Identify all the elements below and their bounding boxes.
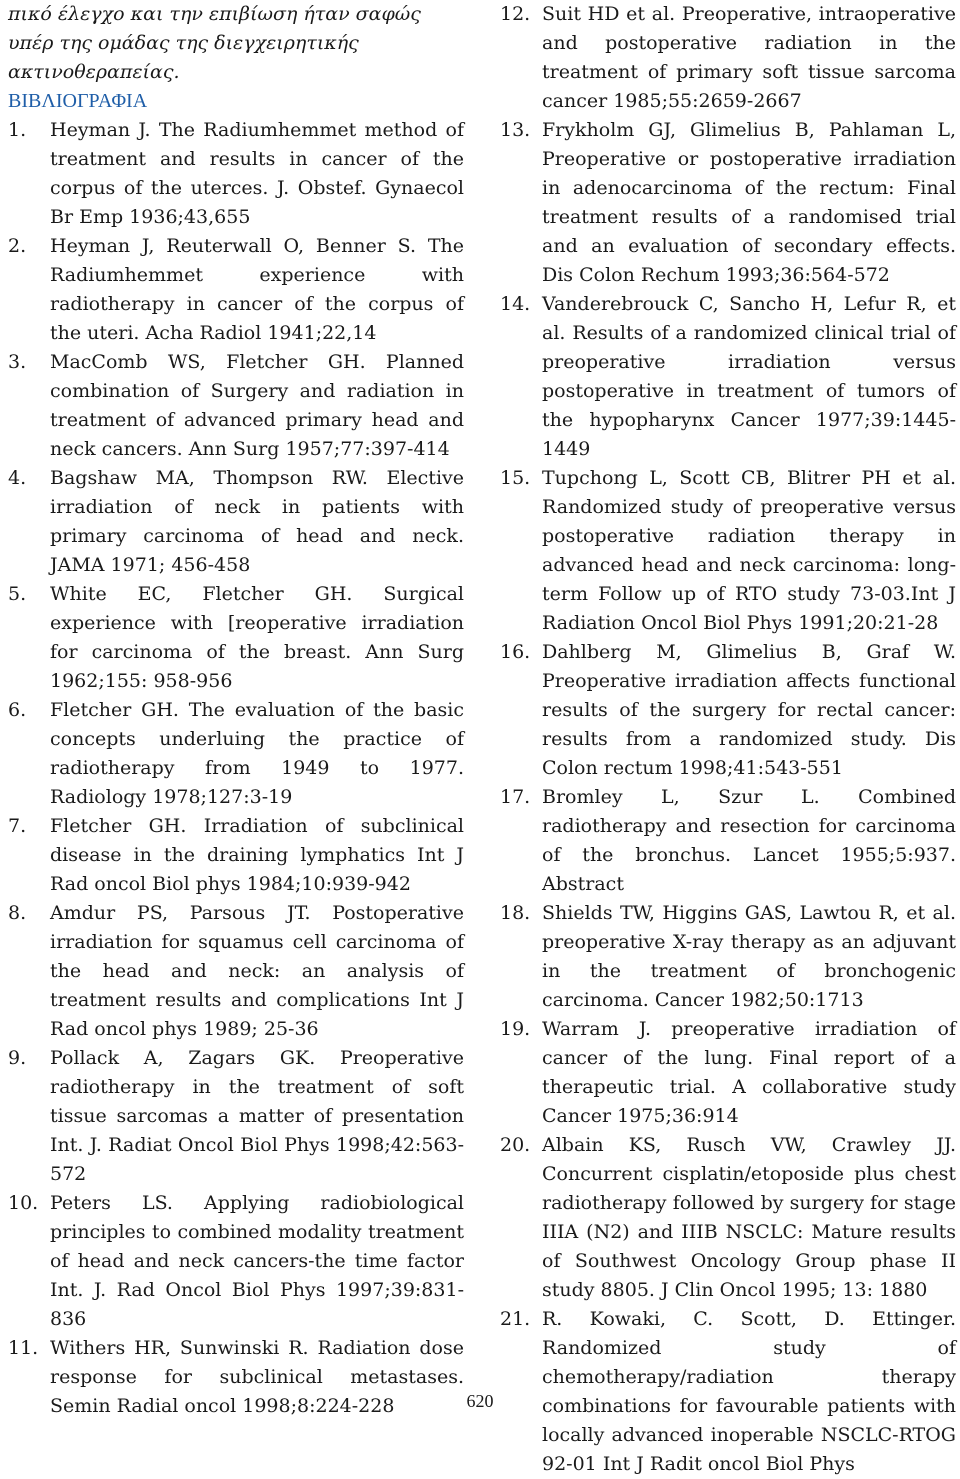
reference-item — [8, 348, 464, 464]
reference-text: Albain KS, Rusch VW, Crawley JJ. Concurrent cisplatin/etoposide plus chest radiotherapy followed by surgery for stage IIIA (N2) and IIIB NSCLC: Mature results of Southwest Oncology Group phase II study 8805. J Clin Oncol 1995; 13: 1880 — [542, 1134, 956, 1301]
reference-list-right — [500, 0, 956, 1479]
reference-item — [8, 232, 464, 348]
reference-item — [8, 464, 464, 580]
reference-text: Heyman J. The Radiumhemmet method of treatment and results in cancer of the corpus of the uterces. J. Obstef. Gynaecol Br Emp 1936;43,655 — [50, 119, 464, 228]
reference-text: Dahlberg M, Glimelius B, Graf W. Preoperative irradiation affects functional results of the surgery for rectal cancer: results from a randomized study. Dis Colon rectum 1998;41:543-551 — [542, 641, 956, 779]
reference-text: Amdur PS, Parsous JT. Postoperative irradiation for squamus cell carcinoma of the head and neck: an analysis of treatment results and complications Int J Rad oncol phys 1989; 25-36 — [50, 902, 464, 1040]
reference-text: Fletcher GH. Irradiation of subclinical disease in the draining lymphatics Int J Rad oncol Biol phys 1984;10:939-942 — [50, 815, 464, 895]
reference-text: Frykholm GJ, Glimelius B, Pahlaman L, Preoperative or postoperative irradiation in adenocarcinoma of the rectum: Final treatment results of a randomised trial and an evaluation of secondary effects. Dis Colon Rechum 1993;36:564-572 — [542, 119, 956, 286]
reference-text: Heyman J, Reuterwall O, Benner S. The Radiumhemmet experience with radiotherapy in cancer of the corpus of the uteri. Acha Radiol 1941;22,14 — [50, 235, 464, 344]
reference-number: 17. — [500, 786, 531, 808]
reference-text: Fletcher GH. The evaluation of the basic concepts underluing the practice of radiotherapy from 1949 to 1977. Radiology 1978;127:3-19 — [50, 699, 464, 808]
reference-text: Pollack A, Zagars GK. Preoperative radiotherapy in the treatment of soft tissue sarcomas a matter of presentation Int. J. Radiat Oncol Biol Phys 1998;42:563-572 — [50, 1047, 464, 1185]
reference-number: 14. — [500, 293, 531, 315]
reference-text: Peters LS. Applying radiobiological principles to combined modality treatment of head and neck cancers-the time factor Int. J. Rad Oncol Biol Phys 1997;39:831-836 — [50, 1192, 464, 1330]
reference-number: 20. — [500, 1134, 531, 1156]
reference-number: 16. — [500, 641, 531, 663]
reference-item — [500, 1131, 956, 1305]
reference-number: 19. — [500, 1018, 531, 1040]
reference-number: 3. — [8, 351, 27, 373]
reference-number: 1. — [8, 119, 27, 141]
reference-number: 2. — [8, 235, 27, 257]
reference-number: 12. — [500, 3, 531, 25]
reference-number: 18. — [500, 902, 531, 924]
reference-item — [8, 1189, 464, 1334]
reference-number: 4. — [8, 467, 27, 489]
right-column — [500, 0, 956, 1479]
reference-number: 15. — [500, 467, 531, 489]
reference-list-left — [8, 116, 464, 1421]
reference-number: 5. — [8, 583, 27, 605]
reference-number: 7. — [8, 815, 27, 837]
reference-text: Bagshaw MA, Thompson RW. Elective irradiation of neck in patients with primary carcinoma of head and neck. JAMA 1971; 456-458 — [50, 467, 464, 576]
reference-text: Warram J. preoperative irradiation of cancer of the lung. Final report of a therapeutic trial. A collaborative study Cancer 1975;36:914 — [542, 1018, 956, 1127]
reference-item — [8, 116, 464, 232]
left-column — [8, 0, 464, 1421]
reference-text: Tupchong L, Scott CB, Blitrer PH et al. Randomized study of preoperative versus postoperative radiation therapy in advanced head and neck carcinoma: long-term Follow up of RTO study 73-03.Int J Radiation Oncol Biol Phys 1991;20:21-28 — [542, 467, 956, 634]
reference-number: 11. — [8, 1337, 39, 1359]
intro-paragraph: πικό έλεγχο και την επιβίωση ήταν σαφώς υπέρ της ομάδας της διεγχειρητικής ακτινοθεραπείας. — [8, 3, 421, 83]
reference-item — [500, 464, 956, 638]
reference-item — [8, 696, 464, 812]
reference-number: 13. — [500, 119, 531, 141]
reference-number: 6. — [8, 699, 27, 721]
reference-text: Withers HR, Sunwinski R. Radiation dose response for subclinical metastases. Semin Radial oncol 1998;8:224-228 — [50, 1337, 464, 1417]
reference-text: Vanderebrouck C, Sancho H, Lefur R, et al. Results of a randomized clinical trial of preoperative irradiation versus postoperative in treatment of tumors of the hypopharynx Cancer 1977;39:1445-1449 — [542, 293, 956, 460]
reference-text: Bromley L, Szur L. Combined radiotherapy and resection for carcinoma of the bronchus. Lancet 1955;5:937. Abstract — [542, 786, 956, 895]
reference-item — [8, 1044, 464, 1189]
reference-item — [500, 1015, 956, 1131]
reference-text: MacComb WS, Fletcher GH. Planned combination of Surgery and radiation in treatment of advanced primary head and neck cancers. Ann Surg 1957;77:397-414 — [50, 351, 464, 460]
reference-number: 21. — [500, 1308, 531, 1330]
reference-text: Shields TW, Higgins GAS, Lawtou R, et al. preoperative X-ray therapy as an adjuvant in the treatment of bronchogenic carcinoma. Cancer 1982;50:1713 — [542, 902, 956, 1011]
reference-item — [500, 899, 956, 1015]
reference-number: 10. — [8, 1192, 39, 1214]
reference-number: 8. — [8, 902, 27, 924]
reference-item — [8, 812, 464, 899]
reference-item — [500, 290, 956, 464]
reference-item — [500, 638, 956, 783]
reference-text: Suit HD et al. Preoperative, intraoperative and postoperative radiation in the treatment of primary soft tissue sarcoma cancer 1985;55:2659-2667 — [542, 3, 956, 112]
bibliography-heading: ΒΙΒΛΙΟΓΡΑΦΙΑ — [8, 90, 148, 112]
reference-item — [8, 580, 464, 696]
reference-number: 9. — [8, 1047, 27, 1069]
reference-text: R. Kowaki, C. Scott, D. Ettinger. Randomized study of chemotherapy/radiation therapy combinations for favourable patients with locally advanced inoperable NSCLC-RTOG 92-01 Int J Radit oncol Biol Phys — [542, 1308, 956, 1475]
reference-item — [500, 116, 956, 290]
page-number: 620 — [466, 1391, 494, 1411]
reference-item — [8, 899, 464, 1044]
reference-text: White EC, Fletcher GH. Surgical experience with [reoperative irradiation for carcinoma of the breast. Ann Surg 1962;155: 958-956 — [50, 583, 464, 692]
reference-item — [500, 0, 956, 116]
reference-item — [500, 783, 956, 899]
